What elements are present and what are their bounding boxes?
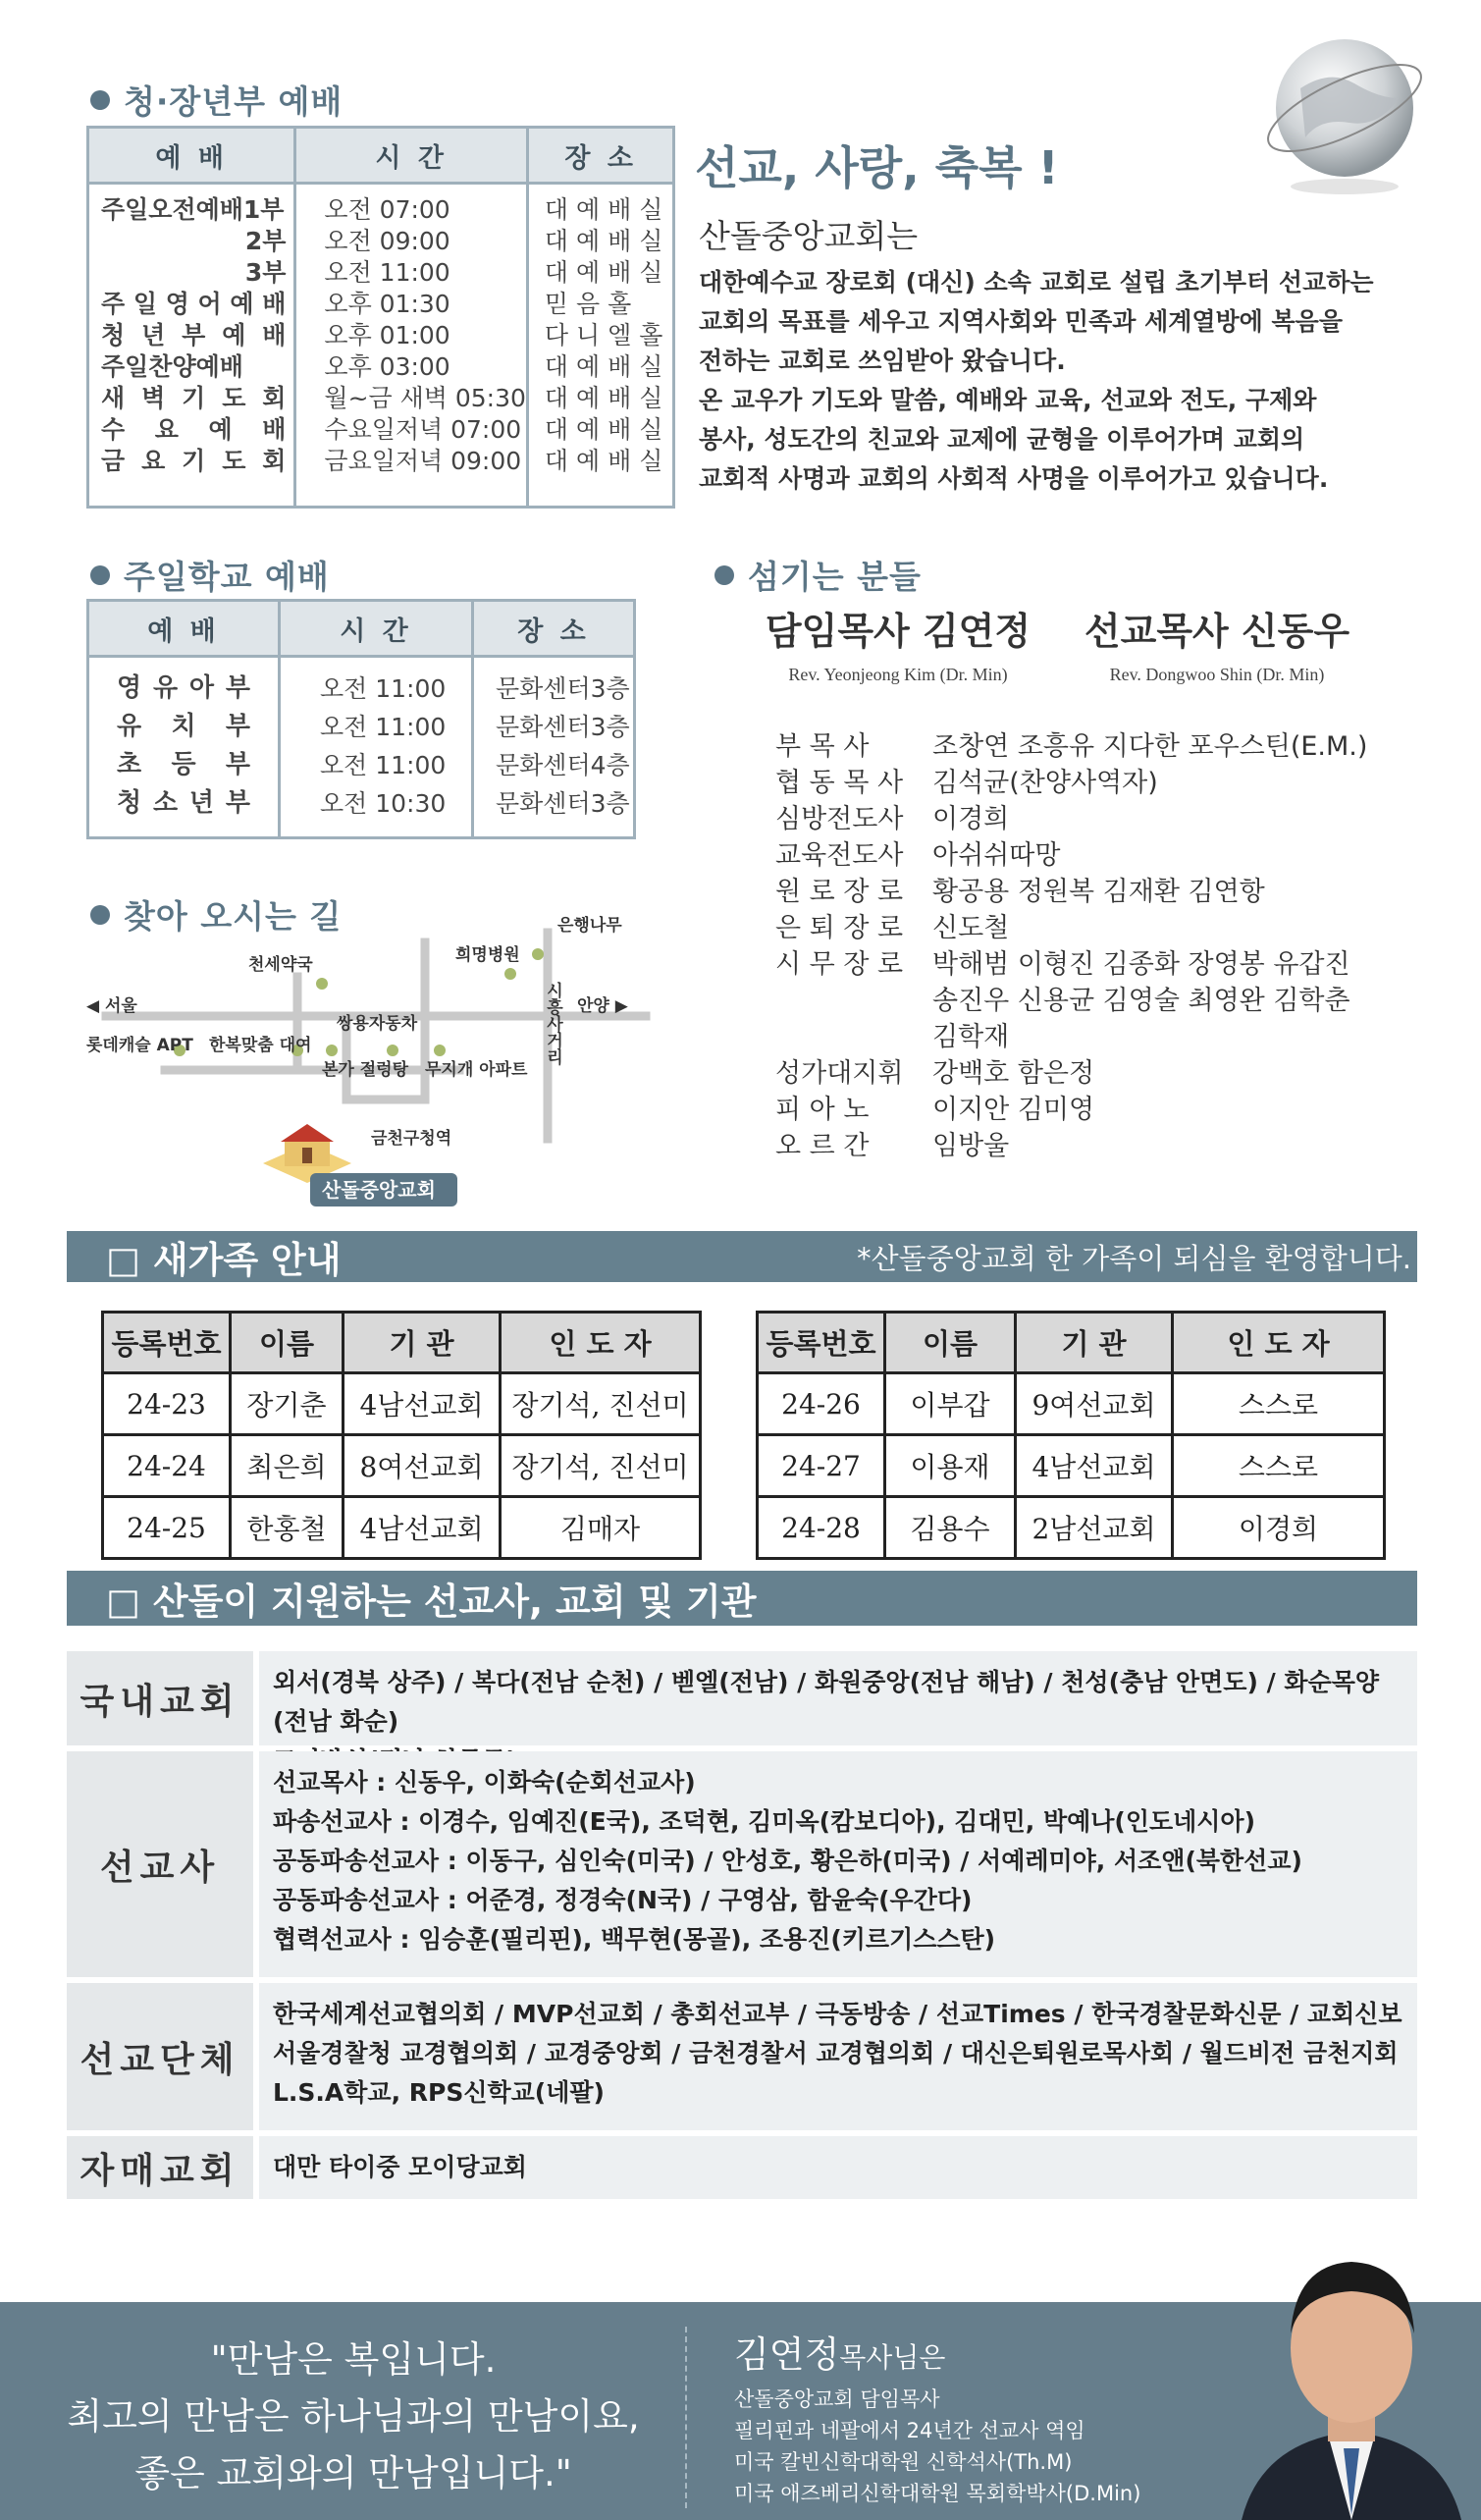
row-name: 2부 xyxy=(244,227,287,255)
support-row-sister: 자매교회 대만 타이중 모이당교회 xyxy=(67,2136,1417,2199)
row-name: 청 년 부 예 배 xyxy=(101,321,287,349)
col-header: 인 도 자 xyxy=(1173,1313,1385,1373)
table-row: 24-28 김용수 2남선교회 이경희 xyxy=(758,1497,1385,1559)
col-header: 등록번호 xyxy=(758,1313,885,1373)
support-row-missionaries: 선교사 선교목사 : 신동우, 이화숙(순회선교사) 파송선교사 : 이경수, 임예진(E국), 조덕현, 김미옥(캄보디아), 김대민, 박예나(인도네시아) 공동파송선교사 : 이동구, 심인숙(미국) / 안성호, 황은하(미국) / 서예레미야, 서조앤(북한선교) 공동파송선교사 : 어준경, 정경숙(N국) / 구영삼, 함윤숙(우간다) 협력선교사 : 임승훈(필리핀), 백무현(몽골), 조용진(키르기스스탄) xyxy=(67,1751,1417,1977)
row-time: 오후 01:00 xyxy=(324,321,450,349)
youth-worship-title: 청·장년부 예배 xyxy=(90,77,343,123)
servants-title: 섬기는 분들 xyxy=(714,552,922,598)
col-header: 장 소 xyxy=(527,128,673,184)
col-header: 등록번호 xyxy=(103,1313,231,1373)
table-row: 24-24 최은희 8여선교회 장기석, 진선미 xyxy=(103,1435,701,1497)
col-header: 시 간 xyxy=(280,601,473,657)
row-name: 초 등 부 xyxy=(117,750,250,779)
mission-pastor: 선교목사 신동우 Rev. Dongwoo Shin (Dr. Min) xyxy=(1084,609,1350,684)
row-name: 새 벽 기 도 회 xyxy=(101,384,287,412)
senior-pastor: 담임목사 김연정 Rev. Yeonjeong Kim (Dr. Min) xyxy=(765,609,1031,684)
row-place: 대 예 배 실 xyxy=(544,352,663,381)
row-time: 오후 01:30 xyxy=(324,290,450,318)
col-header: 시 간 xyxy=(295,128,528,184)
row-place: 대 예 배 실 xyxy=(544,195,663,224)
support-row-organizations: 선교단체 한국세계선교협의회 / MVP선교회 / 총회선교부 / 극동방송 / 선교Times / 한국경찰문화신문 / 교회신보 서울경찰청 교경협의회 / 교경중앙회 / 금천경찰서 교경협의회 / 대신은퇴원로목사회 / 월드비전 금천지회 L.S.A학교, RPS신학교(네팔) xyxy=(67,1983,1417,2130)
col-header: 예 배 xyxy=(88,128,295,184)
row-time: 금요일저녁 09:00 xyxy=(324,447,522,475)
row-name: 청 소 년 부 xyxy=(117,788,250,818)
pastor-portrait xyxy=(1222,2221,1481,2520)
row-time: 월~금 새벽 05:30 xyxy=(324,384,526,412)
col-header: 기 관 xyxy=(1016,1313,1173,1373)
col-header: 이름 xyxy=(885,1313,1016,1373)
row-name: 3부 xyxy=(244,258,287,287)
row-place: 대 예 배 실 xyxy=(544,384,663,412)
table-row: 24-27 이용재 4남선교회 스스로 xyxy=(758,1435,1385,1497)
row-name: 영 유 아 부 xyxy=(117,673,250,703)
row-place: 믿 음 홀 xyxy=(544,290,632,318)
row-time: 오전 11:00 xyxy=(320,751,447,779)
sunday-school-table xyxy=(86,599,636,839)
row-time: 오전 07:00 xyxy=(324,195,450,224)
support-bar: □ 산돌이 지원하는 선교사, 교회 및 기관 xyxy=(67,1571,1417,1626)
row-time: 오전 09:00 xyxy=(324,227,450,255)
row-name: 금 요 기 도 회 xyxy=(101,447,287,475)
map-label: 금천구청역 xyxy=(371,1129,452,1149)
row-place: 대 예 배 실 xyxy=(544,415,663,444)
col-header: 장 소 xyxy=(473,601,635,657)
map-label: 산돌중앙교회 xyxy=(322,1178,436,1202)
row-place: 대 예 배 실 xyxy=(544,227,663,255)
row-time: 오전 11:00 xyxy=(320,674,447,703)
map-label: 시흥사거리 xyxy=(543,982,562,1065)
map-label: 한복맞춤 대여 xyxy=(209,1036,312,1055)
footer-divider xyxy=(685,2327,687,2508)
col-header: 기 관 xyxy=(344,1313,501,1373)
col-header: 예 배 xyxy=(88,601,280,657)
row-name: 수 요 예 배 xyxy=(101,415,287,444)
intro-heading: 선교, 사랑, 축복 ! xyxy=(695,141,1059,194)
col-header: 이름 xyxy=(231,1313,344,1373)
row-place: 문화센터4층 xyxy=(496,751,630,779)
directions-title: 찾아 오시는 길 xyxy=(90,891,342,938)
youth-worship-table xyxy=(86,126,675,509)
row-place: 문화센터3층 xyxy=(496,674,630,703)
row-time: 오전 11:00 xyxy=(324,258,450,287)
map-label: 본가 절렁탕 xyxy=(322,1060,409,1080)
new-family-table-right xyxy=(756,1311,1386,1560)
map-label: 희명병원 xyxy=(455,945,520,965)
sunday-school-title: 주일학교 예배 xyxy=(90,552,330,598)
row-time: 수요일저녁 07:00 xyxy=(324,415,522,444)
row-place: 대 예 배 실 xyxy=(544,258,663,287)
row-time: 오전 11:00 xyxy=(320,713,447,741)
new-family-bar: □ 새가족 안내 *산돌중앙교회 한 가족이 되심을 환영합니다. xyxy=(67,1231,1417,1282)
row-name: 주 일 영 어 예 배 xyxy=(101,290,287,318)
row-name: 유 치 부 xyxy=(117,712,250,741)
row-place: 문화센터3층 xyxy=(496,789,630,818)
row-name: 주일찬양예배 xyxy=(101,352,243,381)
globe-icon xyxy=(1261,29,1428,196)
row-time: 오전 10:30 xyxy=(320,789,447,818)
support-row-domestic: 국내교회 외서(경북 상주) / 복다(전남 순천) / 벧엘(전남) / 화원중앙(전남 해남) / 천성(충남 안면도) / 화순목양(전남 화순) xyxy=(67,1651,1417,1745)
row-place: 문화센터3층 xyxy=(496,713,630,741)
table-row: 24-23 장기춘 4남선교회 장기석, 진선미 xyxy=(103,1373,701,1435)
map-label: 은행나무 xyxy=(557,916,622,936)
map-label: 무지개 아파트 xyxy=(425,1060,528,1080)
row-time: 오후 03:00 xyxy=(324,352,450,381)
map-label: ◀ 서울 xyxy=(86,996,137,1016)
table-row: 24-25 한홍철 4남선교회 김매자 xyxy=(103,1497,701,1559)
row-name: 주일오전예배1부 xyxy=(101,195,285,224)
map-label: 안양 ▶ xyxy=(577,996,628,1016)
directions-map xyxy=(86,903,656,1217)
staff-list: 부 목 사 조창연 조흥유 지다한 포우스틴(E.M.) 협 동 목 사 김석균(찬양사역자) 심방전도사 이경희 교육전도사 아쉬쉬따망 원 로 장 로 황공용 정원복 김재환 김연항 은 퇴 장 로 신도철 시 무 장 로 박해범 이형진 김종화 장영봉 유갑진 송진우 신용균 김영술 최영완 김학춘 김학재 성가대지휘 강백호 함은정 피 아 노 이지안 김미영 오 르 간 임방울 xyxy=(775,731,1368,1161)
map-label: 쌍용자동차 xyxy=(337,1014,418,1034)
footer-quote: "만남은 복입니다. 최고의 만남은 하나님과의 만남이요, 좋은 교회와의 만남입니다." xyxy=(67,2338,640,2494)
table-row: 24-26 이부갑 9여선교회 스스로 xyxy=(758,1373,1385,1435)
footer-bio: 김연정목사님은 산돌중앙교회 담임목사 필리핀과 네팔에서 24년간 선교사 역임 미국 칼빈신학대학원 신학석사(Th.M) 미국 애즈베리신학대학원 목회학박사(D.Min) xyxy=(734,2333,1141,2505)
row-place: 다 니 엘 홀 xyxy=(544,321,663,349)
map-label: 롯데캐슬 APT xyxy=(86,1036,193,1055)
new-family-table-left xyxy=(101,1311,702,1560)
row-place: 대 예 배 실 xyxy=(544,447,663,475)
church-name: 산돌중앙교회는 xyxy=(699,217,919,255)
col-header: 인 도 자 xyxy=(501,1313,701,1373)
intro-text: 대한예수교 장로회 (대신) 소속 교회로 설립 초기부터 선교하는 교회의 목표를 세우고 지역사회와 민족과 세계열방에 복음을 전하는 교회로 쓰임받아 왔습니다. 온 교우가 기도와 말씀, 예배와 교육, 선교와 전도, 구제와 봉사, 성도간의 친교와 교제에 균형을 이루어가며 교회의 교회적 사명과 교회의 사회적 사명을 이루어가고 있습니다. xyxy=(699,268,1374,493)
map-label: 천세약국 xyxy=(248,955,313,975)
